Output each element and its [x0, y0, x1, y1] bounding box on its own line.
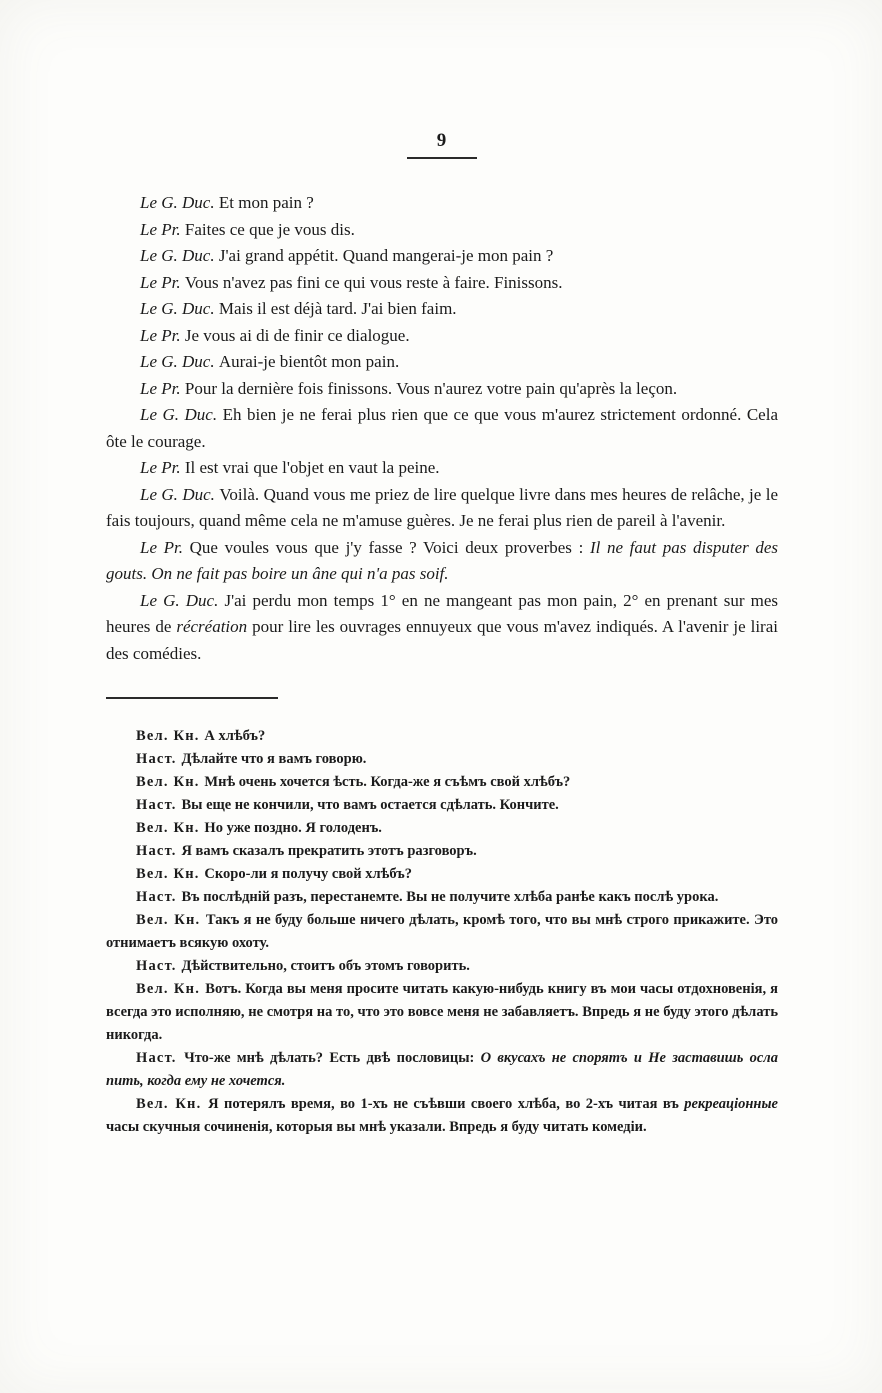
text-run: Aurai-je bientôt mon pain. [218, 352, 400, 371]
speaker-label: Le Pr. [140, 378, 185, 398]
speaker-label: Le G. Duc. [140, 484, 220, 504]
page-number-wrap [106, 130, 778, 156]
dialogue-line [106, 840, 778, 863]
text-run: J'ai grand appétit. Quand mangerai-je mon pain ? [218, 246, 554, 265]
text-run: А хлѣбъ? [204, 728, 266, 744]
speaker-label: Le Pr. [140, 272, 185, 292]
dialogue-line [106, 217, 778, 244]
speaker-label: Le Pr. [140, 219, 185, 239]
text-run: Вы еще не кончили, что вамъ остается сдѣлать. Кончите. [181, 797, 559, 813]
dialogue-line [106, 909, 778, 955]
text-run: Mais il est déjà tard. J'ai bien faim. [218, 299, 457, 318]
speaker-label: Наст. [136, 797, 182, 813]
speaker-label: Вел. Кн. [136, 1096, 209, 1112]
speaker-label: Наст. [136, 889, 182, 905]
dialogue-line [106, 482, 778, 535]
dialogue-line [106, 243, 778, 270]
text-run: Дѣлайте что я вамъ говорю. [181, 751, 367, 767]
dialogue-line [106, 771, 778, 794]
dialogue-line [106, 535, 778, 588]
page-number: 9 [407, 130, 478, 159]
speaker-label: Le Pr. [140, 458, 185, 477]
dialogue-line [106, 402, 778, 455]
section-divider [106, 697, 278, 699]
dialogue-line [106, 349, 778, 376]
speaker-label: Вел. Кн. [136, 912, 206, 928]
speaker-label: Le G. Duc. [140, 352, 219, 371]
dialogue-line [106, 886, 778, 909]
text-run: Pour la dernière fois finissons. Vous n'aurez votre pain qu'après la leçon. [184, 378, 678, 398]
dialogue-line [106, 588, 778, 668]
russian-dialogue [106, 725, 778, 1139]
dialogue-line [106, 1047, 778, 1093]
dialogue-line [106, 978, 778, 1047]
text-run: Il est vrai que l'objet en vaut la peine. [184, 458, 440, 477]
text-run: Eh bien je ne ferai plus rien que ce que vous m'aurez strictement ordonné. Cela ôte le courage. [106, 405, 778, 451]
text-run: Дѣйствительно, стоитъ объ этомъ говорить. [181, 958, 470, 974]
text-run: Что-же мнѣ дѣлать? Есть двѣ пословицы: [184, 1050, 481, 1066]
dialogue-line [106, 190, 778, 217]
text-run: Въ послѣдній разъ, перестанемте. Вы не получите хлѣба ранѣе какъ послѣ урока. [181, 889, 719, 905]
dialogue-line [106, 455, 778, 482]
speaker-label: Вел. Кн. [136, 774, 205, 790]
italic-text-run: О вкусахъ не спорятъ и Не заставишь осла пить, когда ему не хочется. [106, 1050, 778, 1089]
dialogue-line [106, 748, 778, 771]
speaker-label: Le G. Duc. [140, 405, 223, 424]
dialogue-line [106, 817, 778, 840]
french-dialogue [106, 190, 778, 667]
text-run: Я вамъ сказалъ прекратить этотъ разговоръ. [181, 843, 477, 859]
dialogue-line [106, 1093, 778, 1139]
dialogue-line [106, 296, 778, 323]
text-run: Но уже поздно. Я голоденъ. [204, 820, 382, 836]
speaker-label: Le G. Duc. [140, 246, 219, 265]
text-run: Я потерялъ время, во 1-хъ не съѣвши своего хлѣба, во 2-хъ читая въ [208, 1096, 685, 1112]
dialogue-line [106, 270, 778, 297]
speaker-label: Вел. Кн. [136, 866, 205, 882]
speaker-label: Le Pr. [140, 537, 190, 557]
text-run: Faites ce que je vous dis. [184, 219, 355, 239]
text-run: Мнѣ очень хочется ѣсть. Когда-же я съѣмъ свой хлѣбъ? [204, 774, 571, 790]
text-run: Vous n'avez pas fini ce qui vous reste à faire. Finissons. [184, 272, 563, 292]
text-run: Voilà. Quand vous me priez de lire quelque livre dans mes heures de relâche, je le fais toujours, quand même cela ne m'amuse guères. Je ne ferai plus rien de pareil à l'avenir. [106, 484, 778, 530]
speaker-label: Наст. [136, 843, 182, 859]
speaker-label: Наст. [136, 751, 182, 767]
speaker-label: Le Pr. [140, 325, 185, 345]
text-run: J'ai perdu mon temps 1° en ne mangeant pas mon pain, 2° en prenant sur mes heures de [106, 590, 778, 636]
text-run: pour lire les ouvrages ennuyeux que vous m'avez indiqués. A l'avenir je lirai des comédies. [106, 617, 778, 663]
text-run: Je vous ai di de finir ce dialogue. [184, 325, 410, 345]
speaker-label: Наст. [136, 1050, 185, 1066]
dialogue-line [106, 955, 778, 978]
speaker-label: Le G. Duc. [140, 590, 225, 610]
speaker-label: Le G. Duc. [140, 193, 219, 212]
dialogue-line [106, 376, 778, 403]
italic-text-run: Il ne faut pas disputer des gouts. On ne fait pas boire un âne qui n'a pas soif. [106, 537, 779, 583]
dialogue-line [106, 323, 778, 350]
speaker-label: Наст. [136, 958, 182, 974]
speaker-label: Le G. Duc. [140, 299, 219, 318]
italic-text-run: récréation [176, 617, 248, 636]
text-run: Et mon pain ? [218, 193, 314, 212]
dialogue-line [106, 725, 778, 748]
italic-text-run: рекреаціонные [684, 1096, 778, 1112]
text-run: Такъ я не буду больше ничего дѣлать, кромѣ того, что вы мнѣ строго прикажите. Это отнимаетъ всякую охоту. [106, 912, 778, 951]
text-run: Que voules vous que j'y fasse ? Voici deux proverbes : [189, 537, 590, 557]
speaker-label: Вел. Кн. [136, 728, 205, 744]
dialogue-line [106, 863, 778, 886]
speaker-label: Вел. Кн. [136, 981, 206, 997]
speaker-label: Вел. Кн. [136, 820, 205, 836]
text-run: Вотъ. Когда вы меня просите читать какую-нибудь книгу въ мои часы отдохновенія, я всегда это исполняю, не смотря на то, что это вовсе меня не забавляетъ. Впредь я не буду этого дѣлать никогда. [106, 981, 778, 1043]
text-run: Скоро-ли я получу свой хлѣбъ? [204, 866, 412, 882]
text-run: часы скучныя сочиненія, которыя вы мнѣ указали. Впредь я буду читать комедіи. [106, 1119, 647, 1135]
dialogue-line [106, 794, 778, 817]
